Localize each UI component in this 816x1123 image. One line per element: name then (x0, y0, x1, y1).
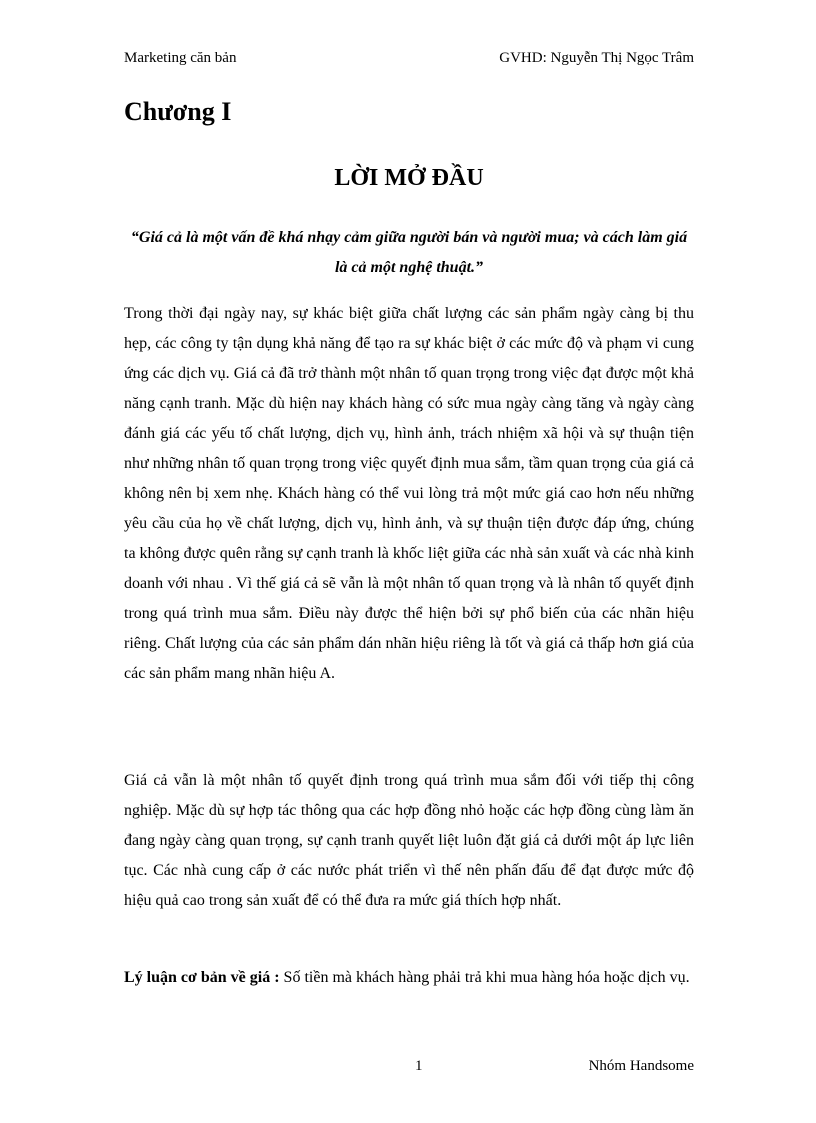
chapter-heading: Chương I (124, 97, 232, 126)
page-header (124, 47, 694, 69)
page-footer (124, 1055, 694, 1077)
definition-text: Số tiền mà khách hàng phải trả khi mua hàng hóa hoặc dịch vụ. (279, 969, 690, 986)
header-course-title: Marketing căn bản (124, 50, 237, 66)
epigraph-quote: “Giá cả là một vấn đề khá nhạy cảm giữa người bán và người mua; và cách làm giá là cả một nghệ thuật.” (130, 229, 688, 276)
body-paragraph-1: Trong thời đại ngày nay, sự khác biệt giữa chất lượng các sản phẩm ngày càng bị thu hẹp, các công ty tận dụng khả năng để tạo ra sự khác biệt ở các mức độ và phạm vi cung ứng các dịch vụ. Giá cả đã trở thành một nhân tố quan trọng trong việc đạt được một khả năng cạnh tranh. Mặc dù hiện nay khách hàng có sức mua ngày càng tăng và ngày càng đánh giá các yếu tố chất lượng, dịch vụ, hình ảnh, trách nhiệm xã hội và sự thuận tiện như những nhân tố quan trọng trong việc quyết định mua sắm, tầm quan trọng của giá cả không nên bị xem nhẹ. Khách hàng có thể vui lòng trả một mức giá cao hơn nếu những yêu cầu của họ về chất lượng, dịch vụ, hình ảnh, và sự thuận tiện được đáp ứng, chúng ta không được quên rằng sự cạnh tranh là khốc liệt giữa các nhà sản xuất và các nhà kinh doanh với nhau . Vì thế giá cả sẽ vẫn là một nhân tố quan trọng và là nhân tố quyết định trong quá trình mua sắm. Điều này được thể hiện bởi sự phổ biến của các nhãn hiệu riêng. Chất lượng của các sản phẩm dán nhãn hiệu riêng là tốt và giá cả thấp hơn giá của các sản phẩm mang nhãn hiệu A. (124, 305, 694, 682)
definition-term: Lý luận cơ bản về giá : (124, 969, 280, 986)
body-paragraph-2: Giá cả vẫn là một nhân tố quyết định trong quá trình mua sắm đối với tiếp thị công nghiệp. Mặc dù sự hợp tác thông qua các hợp đồng nhỏ hoặc các hợp đồng cùng làm ăn đang ngày càng quan trọng, sự cạnh tranh quyết liệt luôn đặt giá cả dưới một áp lực liên tục. Các nhà cung cấp ở các nước phát triển vì thế nên phấn đấu để đạt được mức độ hiệu quả cao trong sản xuất để có thể đưa ra mức giá thích hợp nhất. (124, 772, 694, 909)
section-title: LỜI MỞ ĐẦU (334, 165, 484, 191)
header-instructor: GVHD: Nguyễn Thị Ngọc Trâm (499, 50, 694, 66)
page-number: 1 (415, 1058, 423, 1074)
definition-paragraph (124, 963, 694, 993)
footer-group-name: Nhóm Handsome (588, 1058, 694, 1074)
